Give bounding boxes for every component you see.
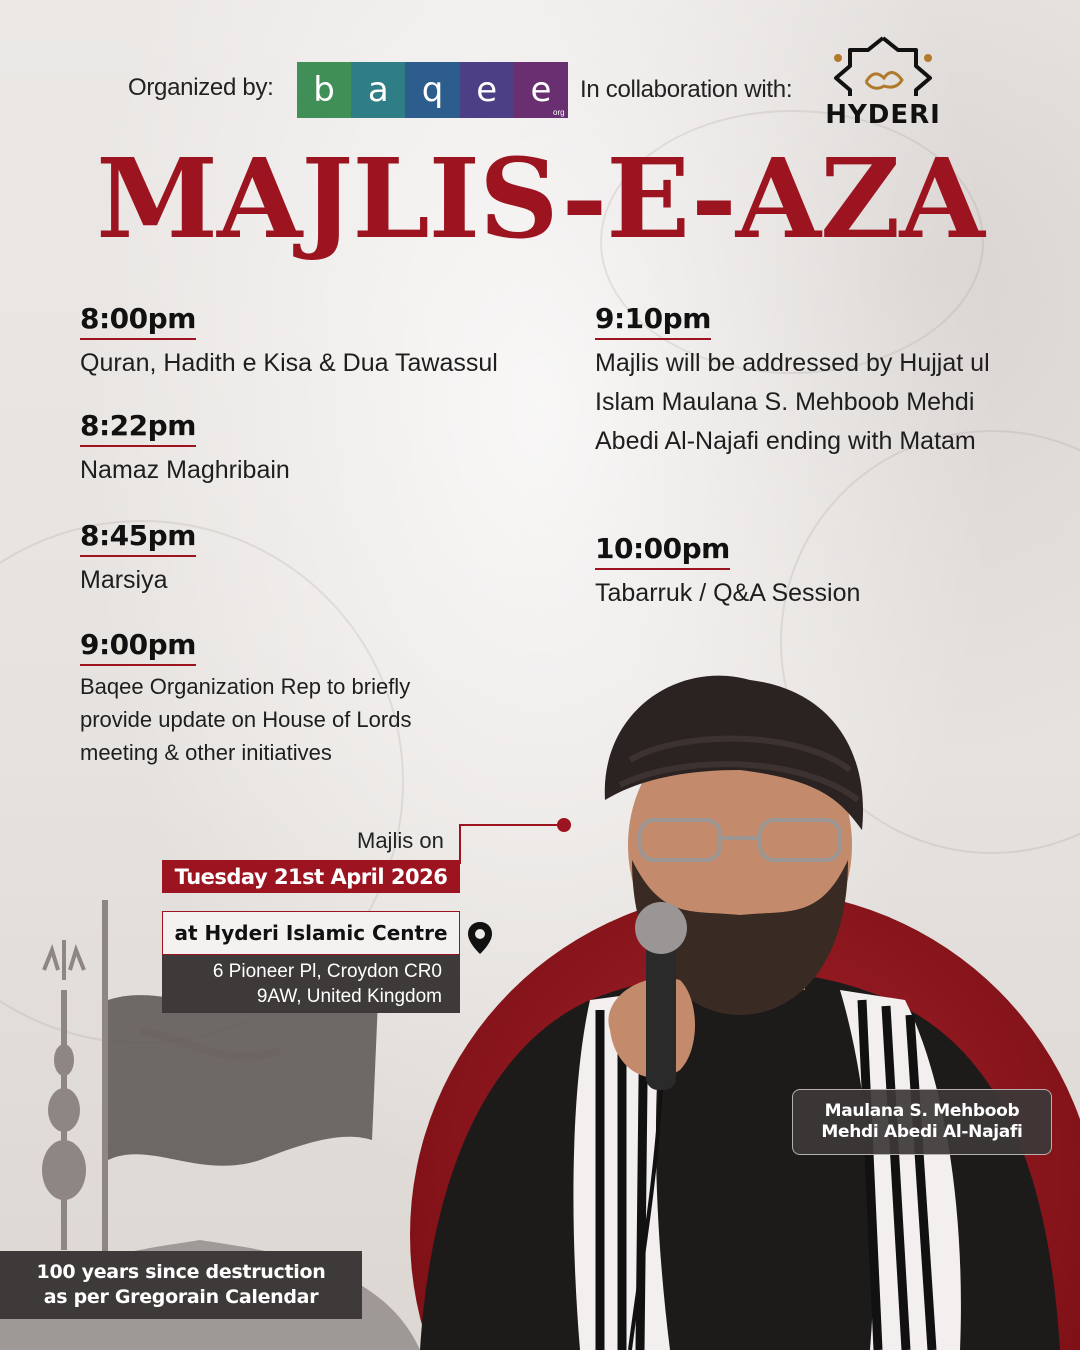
logo-letter: b bbox=[297, 62, 351, 118]
connector-dot bbox=[557, 818, 571, 832]
schedule-time: 8:45pm bbox=[80, 519, 196, 557]
anniversary-note bbox=[0, 1251, 362, 1319]
logo-suffix: org bbox=[553, 108, 565, 117]
schedule-time: 8:00pm bbox=[80, 302, 196, 340]
collaboration-label: In collaboration with: bbox=[580, 76, 793, 103]
schedule-item bbox=[80, 302, 560, 383]
schedule-description: Majlis will be addressed by Hujjat ul Islam Maulana S. Mehboob Mehdi Abedi Al-Najafi ending with Matam bbox=[595, 349, 990, 455]
venue-name: at Hyderi Islamic Centre bbox=[162, 911, 460, 955]
speaker-name-line: Maulana S. Mehboob bbox=[824, 1101, 1020, 1121]
connector-line bbox=[459, 824, 461, 864]
hyderi-wordmark: HYDERI bbox=[825, 100, 941, 130]
logo-letter: a bbox=[351, 62, 405, 118]
schedule-description: Namaz Maghribain bbox=[80, 456, 290, 484]
logo-letter: q bbox=[405, 62, 459, 118]
schedule-time: 8:22pm bbox=[80, 409, 196, 447]
speaker-name-line: Mehdi Abedi Al-Najafi bbox=[821, 1122, 1023, 1142]
baqee-logo bbox=[297, 62, 568, 118]
address-line: 9AW, United Kingdom bbox=[256, 986, 442, 1007]
schedule-description: Baqee Organization Rep to briefly provide update on House of Lords meeting & other initiatives bbox=[80, 674, 412, 765]
schedule-time: 10:00pm bbox=[595, 532, 730, 570]
event-date: Tuesday 21st April 2026 bbox=[162, 860, 460, 893]
schedule-description: Tabarruk / Q&A Session bbox=[595, 579, 861, 607]
anniversary-line: as per Gregorain Calendar bbox=[43, 1286, 319, 1308]
organized-by-label: Organized by: bbox=[128, 74, 274, 101]
schedule-item bbox=[595, 302, 1015, 461]
speaker-name-card bbox=[792, 1089, 1052, 1155]
anniversary-line: 100 years since destruction bbox=[36, 1261, 326, 1283]
venue-label: Majlis on bbox=[357, 828, 444, 853]
address-line: 6 Pioneer Pl, Croydon CR0 bbox=[212, 961, 442, 982]
schedule-item bbox=[80, 519, 560, 600]
schedule-time: 9:10pm bbox=[595, 302, 711, 340]
map-pin-icon bbox=[466, 920, 494, 956]
page-title: MAJLIS-E-AZA bbox=[96, 134, 984, 263]
speaker-photo bbox=[400, 670, 1080, 1350]
schedule-item bbox=[595, 532, 1015, 613]
schedule-item bbox=[80, 409, 560, 490]
schedule-description: Marsiya bbox=[80, 566, 168, 594]
schedule-description: Quran, Hadith e Kisa & Dua Tawassul bbox=[80, 349, 498, 377]
schedule-time: 9:00pm bbox=[80, 628, 196, 666]
logo-letter: e bbox=[514, 62, 568, 118]
logo-letter: e bbox=[460, 62, 514, 118]
connector-line bbox=[459, 824, 563, 826]
venue-address bbox=[162, 955, 460, 1013]
